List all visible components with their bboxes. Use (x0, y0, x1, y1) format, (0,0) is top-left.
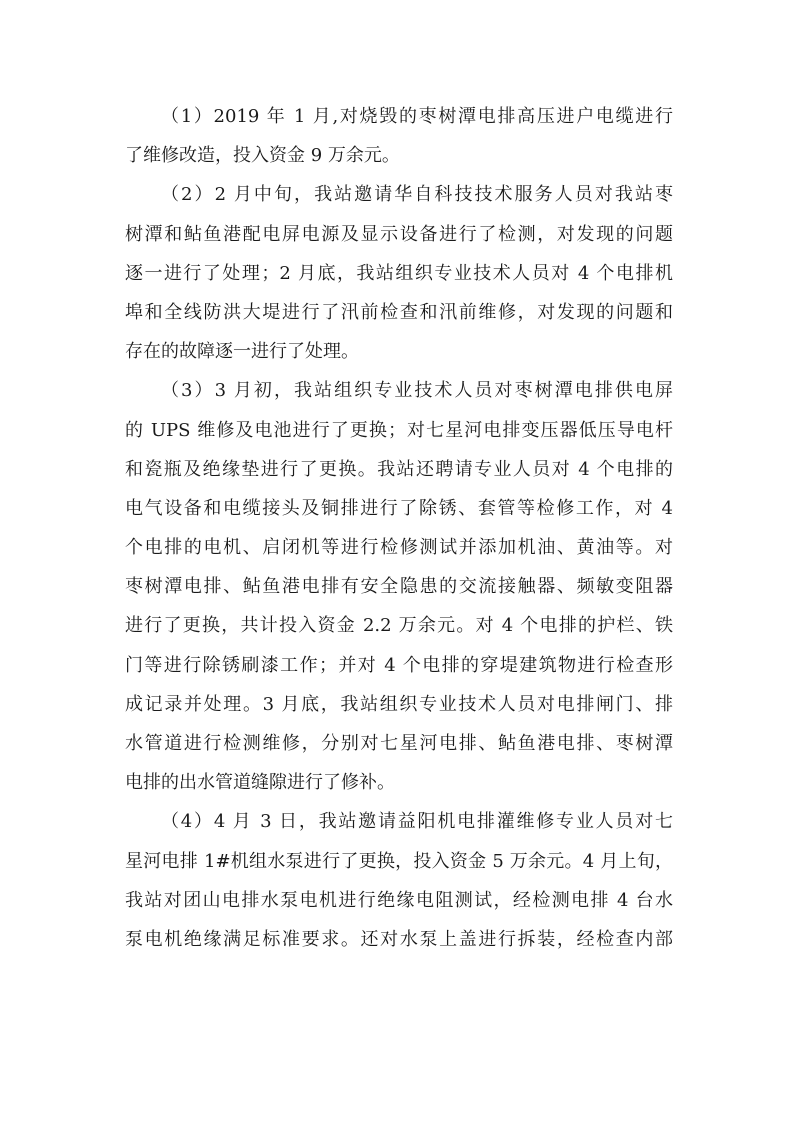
paragraph-4-line-1: （4）4 月 3 日，我站邀请益阳机电排灌维修专业人员对七 (161, 811, 673, 833)
paragraph-3-line-1: （3）3 月初，我站组织专业技术人员对枣树潭电排供电屏 (161, 380, 673, 402)
paragraph-3-line-6: 枣树潭电排、鲇鱼港电排有安全隐患的交流接触器、频敏变阻器 (125, 576, 673, 598)
paragraph-2-line-2: 树潭和鲇鱼港配电屏电源及显示设备进行了检测，对发现的问题 (125, 223, 673, 245)
paragraph-2-line-4: 埠和全线防洪大堤进行了汛前检查和汛前维修，对发现的问题和 (125, 301, 673, 323)
paragraph-3-line-4: 电气设备和电缆接头及铜排进行了除锈、套管等检修工作，对 4 (125, 497, 673, 519)
paragraph-3-line-5: 个电排的电机、启闭机等进行检修测试并添加机油、黄油等。对 (125, 537, 673, 559)
paragraph-4-line-2: 星河电排 1#机组水泵进行了更换，投入资金 5 万余元。4 月上旬， (125, 850, 673, 872)
paragraph-1-line-1: （1）2019 年 1 月,对烧毁的枣树潭电排高压进户电缆进行 (161, 106, 673, 127)
paragraph-4-line-3: 我站对团山电排水泵电机进行绝缘电阻测试，经检测电排 4 台水 (125, 889, 673, 911)
paragraph-1-line-2: 了维修改造，投入资金 9 万余元。 (125, 145, 400, 167)
document-body (125, 97, 673, 959)
paragraph-2-line-1: （2）2 月中旬，我站邀请华自科技技术服务人员对我站枣 (161, 184, 673, 206)
paragraph-3-line-2: 的 UPS 维修及电池进行了更换；对七星河电排变压器低压导电杆 (125, 419, 673, 441)
paragraph-3-line-11: 电排的出水管道缝隙进行了修补。 (125, 772, 395, 794)
paragraph-3-line-7: 进行了更换，共计投入资金 2.2 万余元。对 4 个电排的护栏、铁 (125, 615, 673, 637)
paragraph-3-line-8: 门等进行除锈刷漆工作；并对 4 个电排的穿堤建筑物进行检查形 (125, 654, 673, 676)
paragraph-3-line-3: 和瓷瓶及绝缘垫进行了更换。我站还聘请专业人员对 4 个电排的 (125, 458, 673, 480)
paragraph-3-line-9: 成记录并处理。3 月底，我站组织专业技术人员对电排闸门、排 (125, 693, 673, 715)
paragraph-2-line-3: 逐一进行了处理；2 月底，我站组织专业技术人员对 4 个电排机 (125, 262, 673, 284)
paragraph-2-line-5: 存在的故障逐一进行了处理。 (125, 341, 359, 363)
paragraph-4-line-4: 泵电机绝缘满足标准要求。还对水泵上盖进行拆装，经检查内部 (125, 928, 673, 950)
paragraph-3-line-10: 水管道进行检测维修，分别对七星河电排、鲇鱼港电排、枣树潭 (125, 733, 673, 754)
